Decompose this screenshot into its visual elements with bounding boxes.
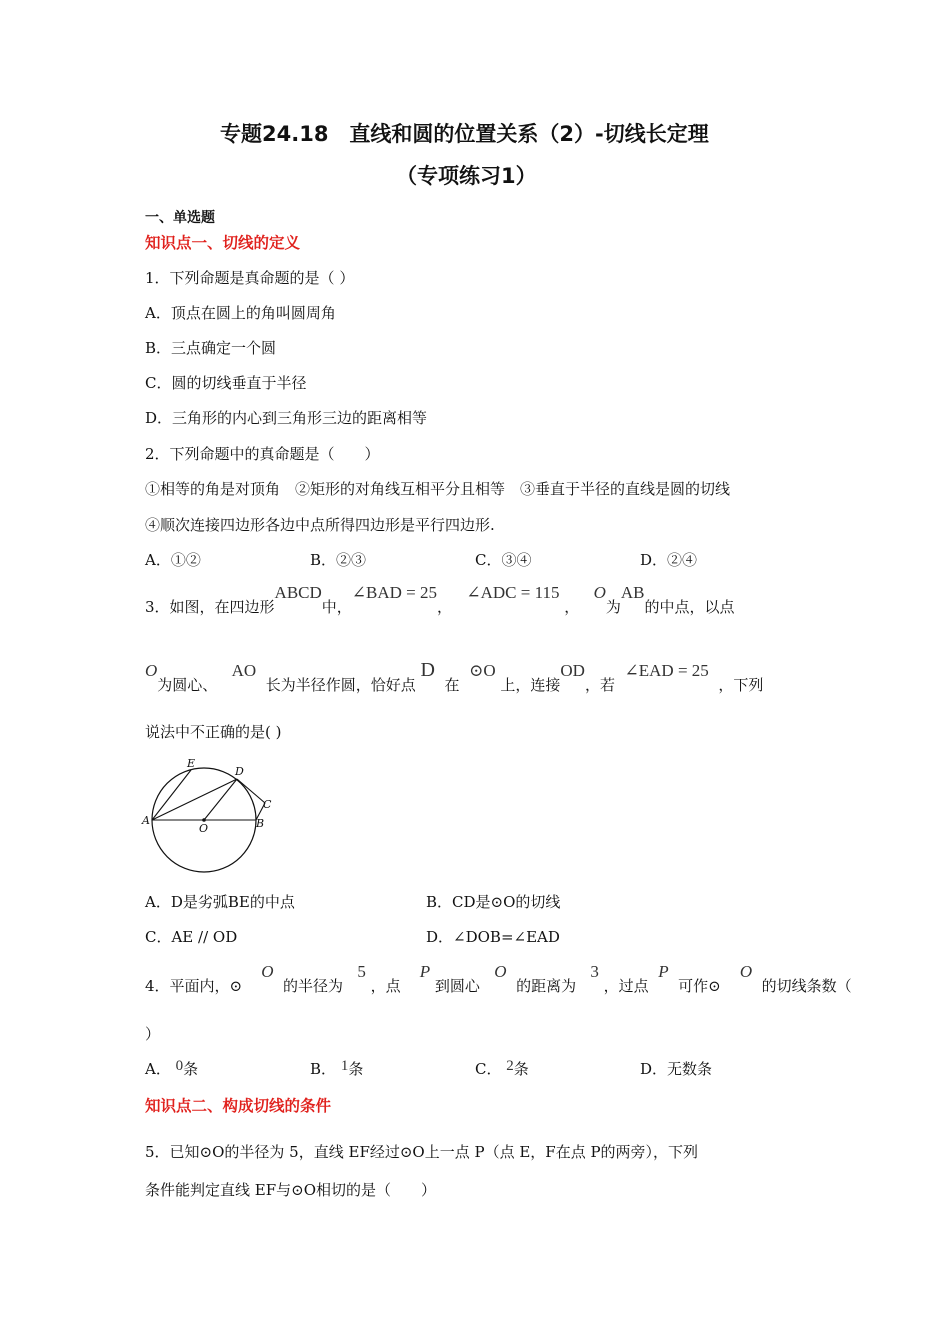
q4-text: 的切线条数（ [761, 977, 852, 995]
question-4-option-c [475, 1058, 529, 1079]
label-b: B [256, 817, 265, 830]
segment-od [204, 779, 237, 820]
question-3-line3: 说法中不正确的是( ) [145, 723, 282, 741]
math-ao: AO [231, 661, 257, 680]
question-4-line1 [145, 962, 852, 996]
question-5-line2: 条件能判定直线 EF与⊙O相切的是（ ） [145, 1181, 436, 1199]
math-angle-adc: ∠ADC = 115 [466, 583, 560, 602]
q3-text: ，若 [584, 676, 615, 694]
question-4-option-a [145, 1058, 198, 1079]
knowledge-point-heading-2: 知识点二、构成切线的条件 [145, 1097, 332, 1115]
option-letter: B． [310, 1060, 337, 1078]
math-radius: 5 [357, 962, 366, 981]
page-subtitle: （专项练习1） [396, 164, 537, 188]
math-count: 1 [340, 1058, 349, 1074]
knowledge-point-heading: 知识点一、切线的定义 [145, 234, 301, 252]
math-circle-o: ⊙O [469, 661, 496, 680]
q3-text: ， [437, 598, 453, 616]
page-title: 专题24.18 直线和圆的位置关系（2）-切线长定理 [220, 122, 709, 146]
question-3-option-b: B．CD是⊙O的切线 [426, 893, 561, 911]
question-3-line2 [145, 659, 764, 696]
question-2-option-c: C．③④ [475, 551, 532, 569]
q3-text: 上，连接 [500, 676, 561, 694]
question-2-stem: 2．下列命题中的真命题是（ ） [145, 445, 380, 463]
question-2-statements-line1: ①相等的角是对顶角 ②矩形的对角线互相平分且相等 ③垂直于半径的直线是圆的切线 [145, 480, 731, 498]
option-suffix: 条 [183, 1060, 199, 1078]
math-count: 2 [506, 1058, 514, 1074]
math-o: O [593, 583, 606, 602]
label-a: A [142, 814, 150, 827]
option-suffix: 条 [513, 1060, 529, 1078]
q3-text: ，下列 [718, 676, 764, 694]
math-abcd: ABCD [274, 583, 322, 602]
q4-text: ，过点 [603, 977, 649, 995]
question-4-option-b [310, 1058, 363, 1079]
segment-dc [237, 779, 265, 803]
section-heading: 一、单选题 [145, 210, 215, 226]
q4-text: 可作⊙ [678, 977, 721, 995]
question-2-option-a: A．①② [145, 551, 201, 569]
q3-text: 为 [605, 598, 621, 616]
math-p: P [658, 962, 669, 981]
math-o: O [739, 962, 753, 981]
math-ab: AB [620, 583, 645, 602]
question-4-option-d: D．无数条 [640, 1060, 713, 1078]
q3-text: 为圆心、 [157, 676, 218, 694]
label-e: E [187, 757, 196, 770]
question-3-line1 [145, 583, 735, 617]
q4-text: 4．平面内，⊙ [145, 977, 243, 995]
q3-text: 中， [321, 598, 352, 616]
math-p: P [419, 962, 431, 981]
option-letter: A． [145, 1060, 171, 1078]
q3-text: 的中点，以点 [644, 598, 735, 616]
question-2-option-d: D．②④ [640, 551, 698, 569]
question-1-stem: 1．下列命题是真命题的是（ ） [145, 269, 355, 287]
q4-text: 的半径为 [283, 977, 344, 995]
q3-text: 在 [444, 676, 460, 694]
math-angle-ead: ∠EAD = 25 [624, 661, 709, 680]
label-o: O [199, 822, 209, 835]
geometry-figure [138, 755, 278, 875]
question-3-option-c: C．AE // OD [145, 928, 238, 946]
math-o: O [261, 962, 274, 981]
math-o: O [494, 962, 507, 981]
question-1-option-c: C．圆的切线垂直于半径 [145, 374, 307, 392]
q3-text: ， [564, 598, 580, 616]
question-4-line2: ） [145, 1025, 161, 1043]
math-od: OD [560, 661, 585, 680]
question-5-line1: 5．已知⊙O的半径为 5，直线 EF经过⊙O上一点 P（点 E，F在点 P的两旁），下列 [145, 1143, 699, 1161]
question-2-statements-line2: ④顺次连接四边形各边中点所得四边形是平行四边形. [145, 516, 495, 534]
label-d: D [235, 765, 244, 778]
question-2-option-b: B．②③ [310, 551, 367, 569]
q4-text: 到圆心 [434, 977, 480, 995]
q3-text: 长为半径作圆，恰好点 [265, 676, 416, 694]
question-1-option-a: A．顶点在圆上的角叫圆周角 [145, 304, 336, 322]
q4-text: 的距离为 [516, 977, 577, 995]
math-o: O [145, 661, 158, 680]
question-3-option-a: A．D是劣弧BE的中点 [145, 893, 295, 911]
math-distance: 3 [590, 962, 599, 981]
option-suffix: 条 [348, 1060, 364, 1078]
question-3-option-d: D．∠DOB=∠EAD [426, 928, 560, 946]
question-1-option-d: D．三角形的内心到三角形三边的距离相等 [145, 409, 428, 427]
q3-text: 3．如图，在四边形 [145, 598, 275, 616]
option-letter: C． [475, 1060, 502, 1078]
label-c: C [263, 798, 272, 811]
q4-text: ，点 [370, 977, 401, 995]
question-1-option-b: B．三点确定一个圆 [145, 339, 277, 357]
math-angle-bad: ∠BAD = 25 [351, 583, 438, 602]
math-d: D [420, 659, 435, 681]
math-count: 0 [175, 1058, 184, 1074]
